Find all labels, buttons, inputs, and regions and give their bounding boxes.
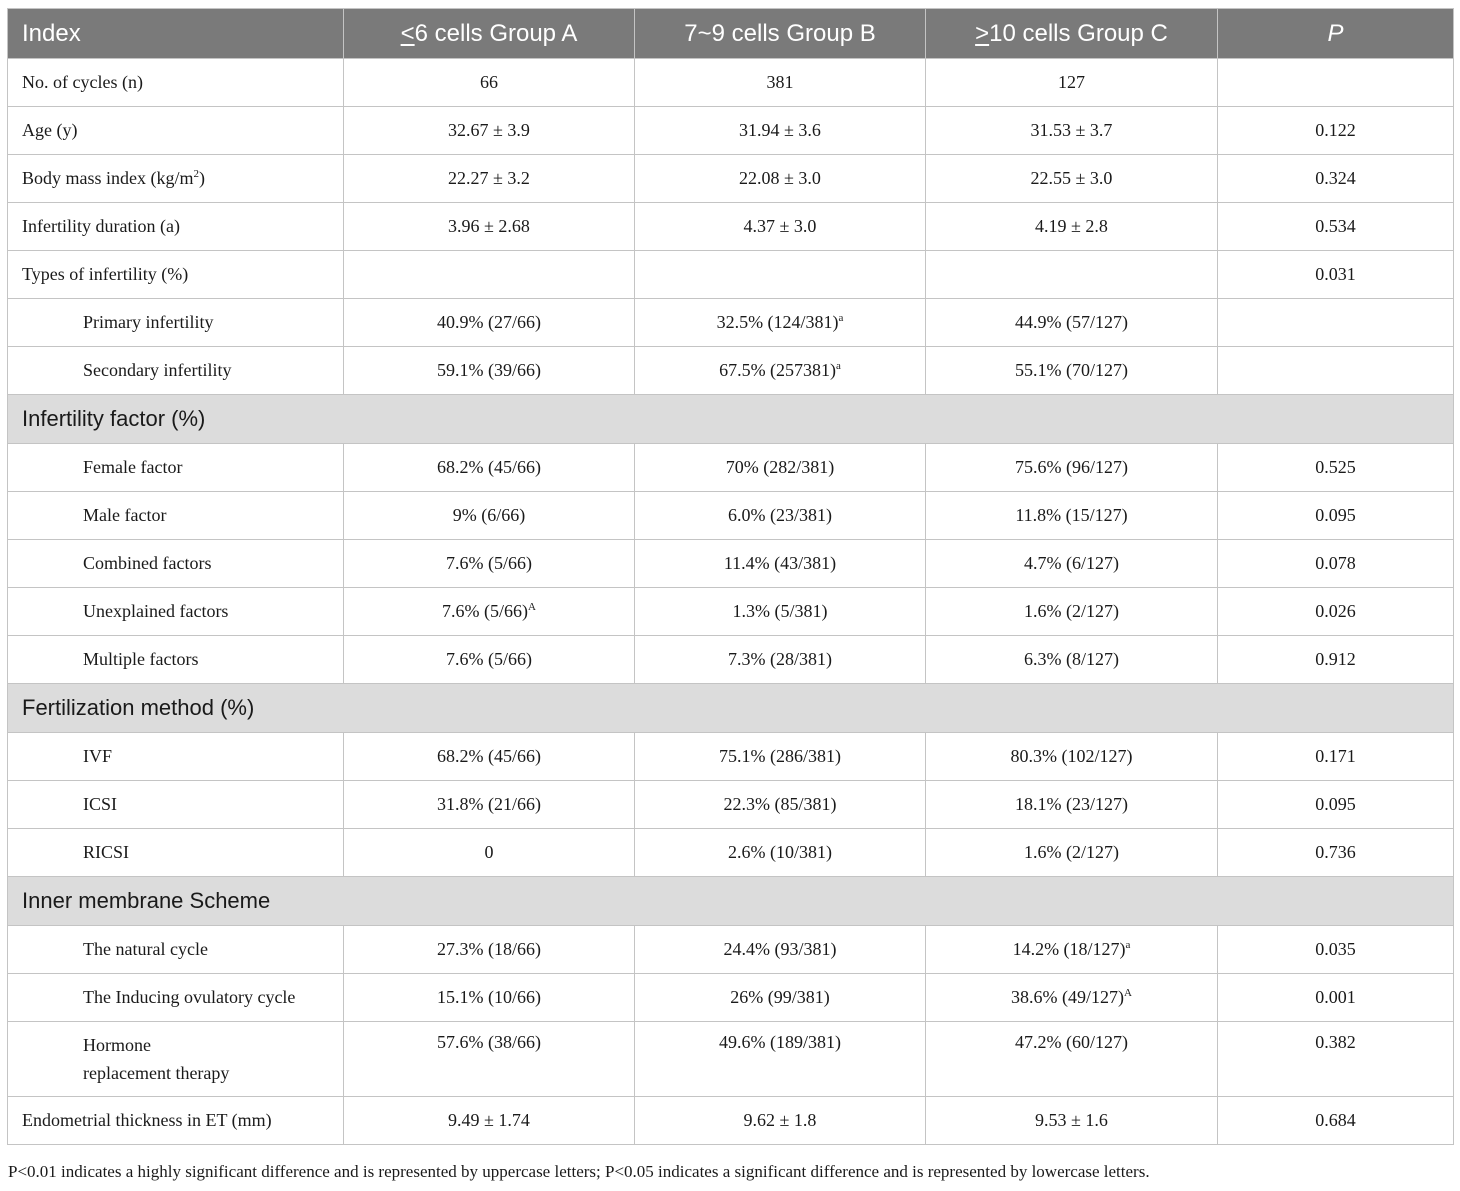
cell-group-a: 68.2% (45/66) <box>344 733 635 781</box>
table-row <box>8 59 1454 107</box>
cell-group-c: 18.1% (23/127) <box>926 781 1218 829</box>
cell-p: 0.382 <box>1218 1022 1454 1097</box>
cell-group-c: 6.3% (8/127) <box>926 636 1218 684</box>
section-heading: Infertility factor (%) <box>8 395 1454 444</box>
cell-group-a: 59.1% (39/66) <box>344 347 635 395</box>
table-row <box>8 107 1454 155</box>
cell-group-b: 6.0% (23/381) <box>635 492 926 540</box>
header-group-b: 7~9 cells Group B <box>635 9 926 59</box>
table-row <box>8 540 1454 588</box>
section-row <box>8 684 1454 733</box>
cell-group-a <box>344 588 635 636</box>
row-label: Infertility duration (a) <box>8 203 344 251</box>
table-row <box>8 636 1454 684</box>
cell-group-a: 7.6% (5/66) <box>344 636 635 684</box>
cell-value: 67.5% (257381) <box>719 360 837 380</box>
superscript: a <box>838 312 844 324</box>
cell-group-a: 68.2% (45/66) <box>344 444 635 492</box>
cell-p: 0.122 <box>1218 107 1454 155</box>
cell-group-b: 22.08 ± 3.0 <box>635 155 926 203</box>
cell-group-a: 9% (6/66) <box>344 492 635 540</box>
cell-group-b: 22.3% (85/381) <box>635 781 926 829</box>
cell-value: 38.6% (49/127) <box>1011 987 1125 1007</box>
cell-group-b: 26% (99/381) <box>635 974 926 1022</box>
cell-group-b <box>635 299 926 347</box>
cell-p <box>1218 59 1454 107</box>
table-row <box>8 299 1454 347</box>
table-row <box>8 155 1454 203</box>
cell-group-a: 22.27 ± 3.2 <box>344 155 635 203</box>
data-table <box>7 8 1454 1145</box>
cell-group-b: 11.4% (43/381) <box>635 540 926 588</box>
row-label: No. of cycles (n) <box>8 59 344 107</box>
table-row <box>8 829 1454 877</box>
header-group-a-text: 6 cells Group A <box>414 19 578 47</box>
cell-group-c: 80.3% (102/127) <box>926 733 1218 781</box>
cell-group-c: 1.6% (2/127) <box>926 588 1218 636</box>
table-row <box>8 781 1454 829</box>
cell-group-b: 7.3% (28/381) <box>635 636 926 684</box>
cell-group-c: 127 <box>926 59 1218 107</box>
row-label: Secondary infertility <box>8 347 344 395</box>
cell-group-a: 31.8% (21/66) <box>344 781 635 829</box>
cell-p: 0.095 <box>1218 781 1454 829</box>
table-footnote: P<0.01 indicates a highly significant difference and is represented by uppercase letters; P<0.05 indicates a significant difference and is represented by lowercase letters. <box>8 1162 1150 1181</box>
cell-group-b: 70% (282/381) <box>635 444 926 492</box>
table-row <box>8 444 1454 492</box>
cell-group-a: 32.67 ± 3.9 <box>344 107 635 155</box>
superscript: 2 <box>193 168 199 180</box>
superscript: A <box>528 601 536 613</box>
cell-p: 0.736 <box>1218 829 1454 877</box>
cell-group-a: 15.1% (10/66) <box>344 974 635 1022</box>
cell-group-c: 44.9% (57/127) <box>926 299 1218 347</box>
cell-group-a: 0 <box>344 829 635 877</box>
row-label <box>8 155 344 203</box>
cell-p: 0.001 <box>1218 974 1454 1022</box>
row-label: ICSI <box>8 781 344 829</box>
cell-group-b <box>635 251 926 299</box>
table-row <box>8 203 1454 251</box>
row-label-text: Body mass index (kg/m <box>22 168 194 188</box>
cell-group-c: 4.19 ± 2.8 <box>926 203 1218 251</box>
ge-symbol: > <box>975 19 990 47</box>
cell-group-b: 31.94 ± 3.6 <box>635 107 926 155</box>
row-label: Male factor <box>8 492 344 540</box>
cell-group-a: 27.3% (18/66) <box>344 926 635 974</box>
header-group-c-text: 10 cells Group C <box>989 19 1168 47</box>
cell-p <box>1218 347 1454 395</box>
cell-group-b: 1.3% (5/381) <box>635 588 926 636</box>
cell-p: 0.031 <box>1218 251 1454 299</box>
cell-group-b: 9.62 ± 1.8 <box>635 1097 926 1145</box>
cell-group-a: 40.9% (27/66) <box>344 299 635 347</box>
superscript: A <box>1124 987 1132 999</box>
cell-group-b: 381 <box>635 59 926 107</box>
row-label: IVF <box>8 733 344 781</box>
cell-group-c <box>926 251 1218 299</box>
row-label-line2: replacement therapy <box>83 1063 230 1083</box>
row-label: The natural cycle <box>8 926 344 974</box>
le-symbol: < <box>400 19 415 47</box>
cell-p: 0.525 <box>1218 444 1454 492</box>
table-row <box>8 1097 1454 1145</box>
row-label: Multiple factors <box>8 636 344 684</box>
cell-group-a: 3.96 ± 2.68 <box>344 203 635 251</box>
row-label: Combined factors <box>8 540 344 588</box>
cell-group-b: 2.6% (10/381) <box>635 829 926 877</box>
table-row <box>8 926 1454 974</box>
header-group-a <box>344 9 635 59</box>
table-row <box>8 1022 1454 1097</box>
cell-group-c <box>926 974 1218 1022</box>
cell-p: 0.534 <box>1218 203 1454 251</box>
section-heading: Fertilization method (%) <box>8 684 1454 733</box>
superscript: a <box>836 360 841 372</box>
cell-p: 0.684 <box>1218 1097 1454 1145</box>
table-row <box>8 974 1454 1022</box>
row-label: Age (y) <box>8 107 344 155</box>
cell-group-c: 31.53 ± 3.7 <box>926 107 1218 155</box>
header-index: Index <box>8 9 344 59</box>
cell-group-b: 4.37 ± 3.0 <box>635 203 926 251</box>
cell-value: 14.2% (18/127) <box>1012 939 1126 959</box>
row-label-end: ) <box>199 168 205 188</box>
row-label: Primary infertility <box>8 299 344 347</box>
header-row <box>8 9 1454 59</box>
cell-p: 0.078 <box>1218 540 1454 588</box>
cell-p <box>1218 299 1454 347</box>
row-label: Unexplained factors <box>8 588 344 636</box>
section-row <box>8 877 1454 926</box>
row-label: Types of infertility (%) <box>8 251 344 299</box>
cell-group-c: 55.1% (70/127) <box>926 347 1218 395</box>
table-row <box>8 347 1454 395</box>
table-row <box>8 251 1454 299</box>
cell-value: 32.5% (124/381) <box>716 312 839 332</box>
cell-group-a: 57.6% (38/66) <box>344 1022 635 1097</box>
table-row <box>8 492 1454 540</box>
row-label <box>8 1022 344 1097</box>
row-label: RICSI <box>8 829 344 877</box>
cell-p: 0.912 <box>1218 636 1454 684</box>
cell-p: 0.171 <box>1218 733 1454 781</box>
cell-group-b: 24.4% (93/381) <box>635 926 926 974</box>
row-label: The Inducing ovulatory cycle <box>8 974 344 1022</box>
row-label-line1: Hormone <box>83 1035 151 1055</box>
table-row <box>8 733 1454 781</box>
cell-group-c: 75.6% (96/127) <box>926 444 1218 492</box>
superscript: a <box>1125 939 1131 951</box>
cell-p: 0.324 <box>1218 155 1454 203</box>
header-p: P <box>1218 9 1454 59</box>
cell-group-a: 9.49 ± 1.74 <box>344 1097 635 1145</box>
cell-group-b <box>635 347 926 395</box>
cell-group-a <box>344 251 635 299</box>
row-label: Female factor <box>8 444 344 492</box>
cell-group-c: 22.55 ± 3.0 <box>926 155 1218 203</box>
cell-group-b: 49.6% (189/381) <box>635 1022 926 1097</box>
cell-p: 0.035 <box>1218 926 1454 974</box>
cell-group-b: 75.1% (286/381) <box>635 733 926 781</box>
section-heading: Inner membrane Scheme <box>8 877 1454 926</box>
cell-p: 0.026 <box>1218 588 1454 636</box>
cell-group-c: 47.2% (60/127) <box>926 1022 1218 1097</box>
cell-group-a: 7.6% (5/66) <box>344 540 635 588</box>
cell-group-a: 66 <box>344 59 635 107</box>
cell-group-c: 9.53 ± 1.6 <box>926 1097 1218 1145</box>
cell-value: 7.6% (5/66) <box>442 601 529 621</box>
cell-group-c: 1.6% (2/127) <box>926 829 1218 877</box>
cell-group-c: 4.7% (6/127) <box>926 540 1218 588</box>
cell-p: 0.095 <box>1218 492 1454 540</box>
cell-group-c: 11.8% (15/127) <box>926 492 1218 540</box>
cell-group-c <box>926 926 1218 974</box>
section-row <box>8 395 1454 444</box>
row-label: Endometrial thickness in ET (mm) <box>8 1097 344 1145</box>
header-group-c <box>926 9 1218 59</box>
table-row <box>8 588 1454 636</box>
